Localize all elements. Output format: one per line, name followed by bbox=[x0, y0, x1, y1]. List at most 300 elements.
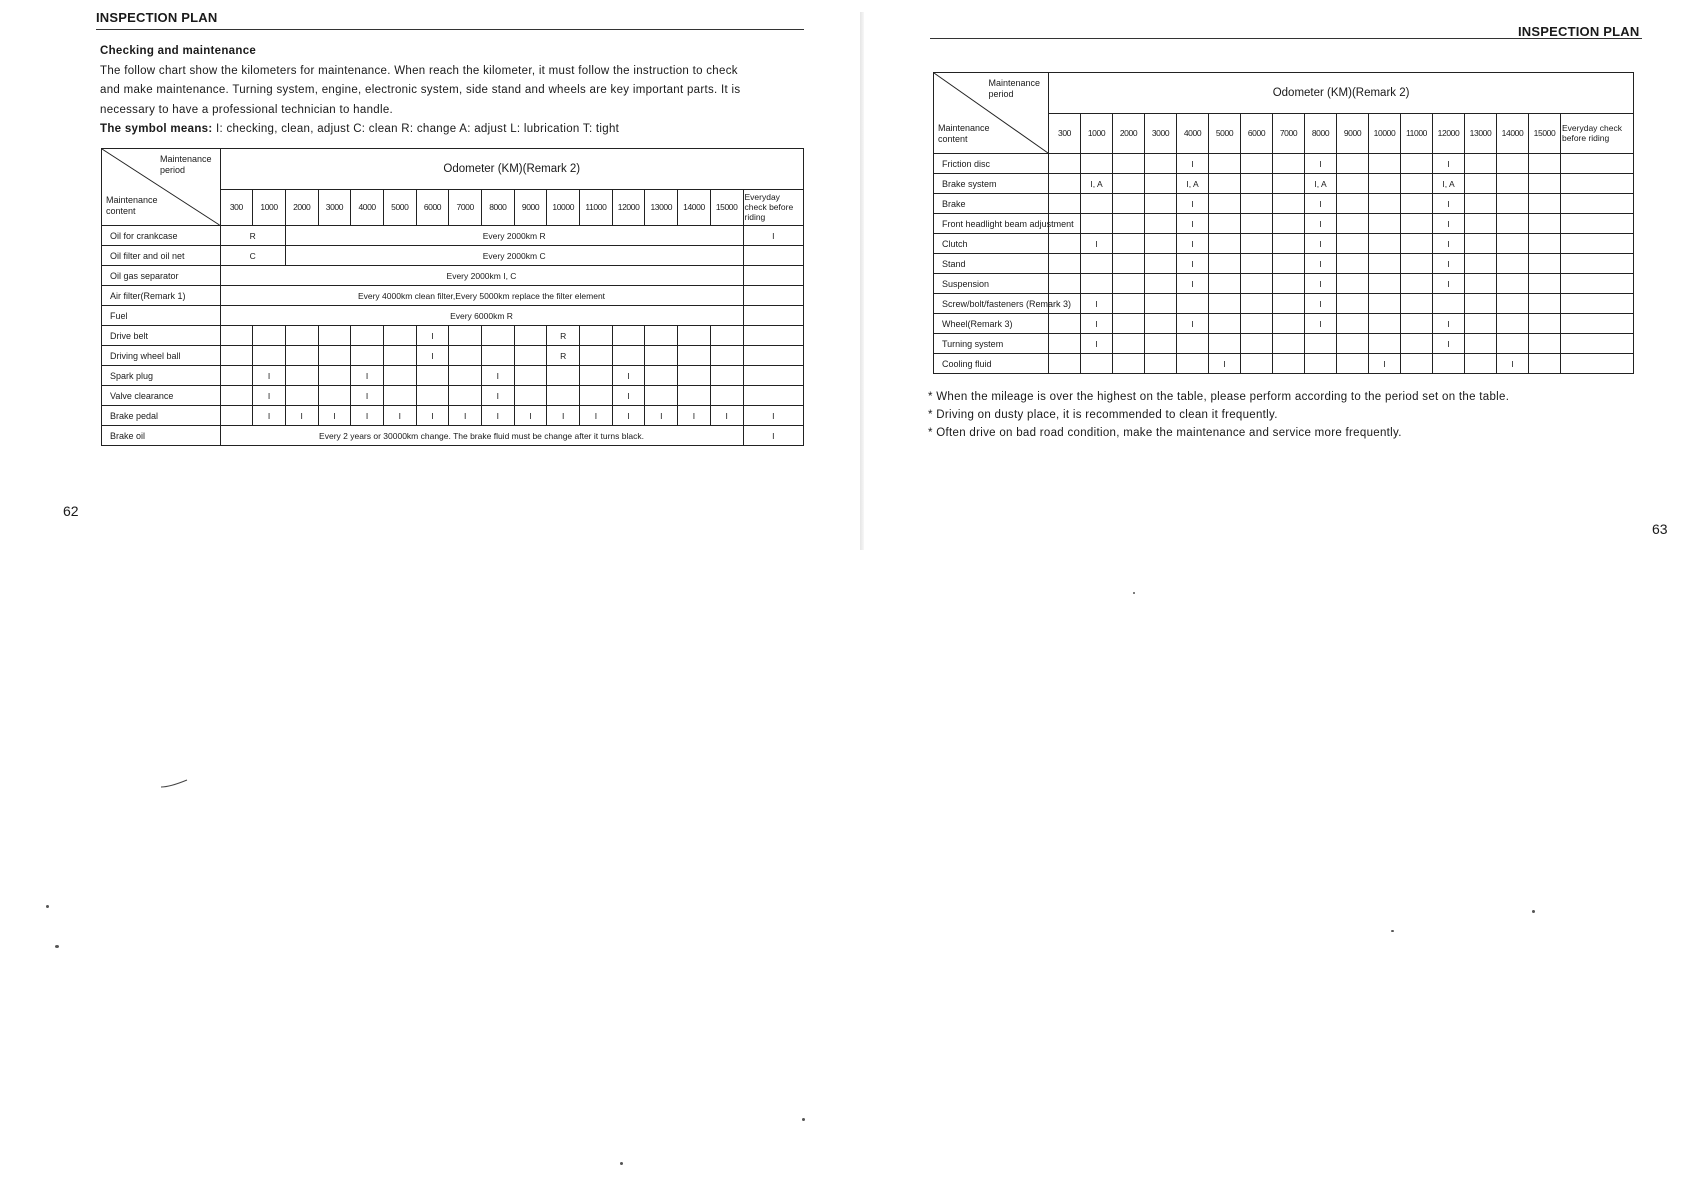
km-column-header: 13000 bbox=[1465, 113, 1497, 154]
km-column-header: 4000 bbox=[351, 189, 384, 225]
schedule-cell bbox=[383, 346, 416, 366]
schedule-cell bbox=[1145, 154, 1177, 174]
schedule-cell: I bbox=[1305, 154, 1337, 174]
schedule-cell bbox=[1529, 174, 1561, 194]
schedule-cell bbox=[1529, 214, 1561, 234]
schedule-cell bbox=[285, 386, 318, 406]
schedule-cell bbox=[1401, 214, 1433, 234]
schedule-cell: I bbox=[1177, 154, 1209, 174]
schedule-cell: I bbox=[514, 406, 547, 426]
row-item-name: Suspension bbox=[934, 274, 1049, 294]
schedule-cell bbox=[612, 346, 645, 366]
schedule-cell bbox=[1145, 314, 1177, 334]
schedule-cell bbox=[1337, 314, 1369, 334]
schedule-cell: I bbox=[482, 386, 515, 406]
schedule-cell bbox=[1273, 254, 1305, 274]
odometer-header: Odometer (KM)(Remark 2) bbox=[220, 149, 804, 190]
schedule-cell bbox=[1145, 194, 1177, 214]
table-row bbox=[102, 246, 804, 266]
schedule-cell bbox=[482, 346, 515, 366]
everyday-cell bbox=[743, 266, 804, 286]
row-item-name: Brake bbox=[934, 194, 1049, 214]
schedule-cell bbox=[416, 366, 449, 386]
intro-text bbox=[100, 42, 800, 140]
schedule-cell: I, A bbox=[1433, 174, 1465, 194]
schedule-cell bbox=[1145, 334, 1177, 354]
schedule-cell bbox=[710, 326, 743, 346]
schedule-cell bbox=[1529, 314, 1561, 334]
schedule-cell: I bbox=[645, 406, 678, 426]
schedule-cell bbox=[1241, 154, 1273, 174]
schedule-cell: I bbox=[449, 406, 482, 426]
schedule-cell bbox=[1049, 314, 1081, 334]
schedule-cell: I bbox=[1177, 234, 1209, 254]
schedule-cell bbox=[1209, 274, 1241, 294]
schedule-cell bbox=[1465, 234, 1497, 254]
schedule-cell: I bbox=[1177, 194, 1209, 214]
intro-line-1: The follow chart show the kilometers for maintenance. When reach the kilometer, it must follow the instruction to check bbox=[100, 64, 738, 77]
schedule-cell bbox=[1401, 254, 1433, 274]
schedule-cell bbox=[514, 346, 547, 366]
schedule-cell bbox=[1465, 294, 1497, 314]
schedule-cell: I bbox=[612, 366, 645, 386]
note-2: * Driving on dusty place, it is recommended to clean it frequently. bbox=[928, 409, 1278, 421]
scan-speck bbox=[1532, 910, 1535, 913]
row-item-name: Fuel bbox=[102, 306, 221, 326]
everyday-cell bbox=[743, 346, 804, 366]
schedule-cell bbox=[1497, 254, 1529, 274]
everyday-cell bbox=[743, 306, 804, 326]
km-column-header: 6000 bbox=[1241, 113, 1273, 154]
schedule-cell bbox=[1049, 174, 1081, 194]
schedule-cell bbox=[547, 366, 580, 386]
schedule-cell bbox=[1113, 254, 1145, 274]
schedule-cell bbox=[1337, 174, 1369, 194]
row-item-name: Brake system bbox=[934, 174, 1049, 194]
schedule-cell: I bbox=[416, 326, 449, 346]
schedule-cell bbox=[220, 366, 253, 386]
schedule-cell bbox=[449, 326, 482, 346]
schedule-cell bbox=[220, 346, 253, 366]
km-column-header: 2000 bbox=[285, 189, 318, 225]
schedule-cell bbox=[1369, 214, 1401, 234]
schedule-cell: I, A bbox=[1177, 174, 1209, 194]
schedule-cell bbox=[710, 366, 743, 386]
schedule-cell: I, A bbox=[1081, 174, 1113, 194]
corner-content-label: Maintenance content bbox=[938, 123, 990, 144]
schedule-cell: I bbox=[1177, 254, 1209, 274]
schedule-cell bbox=[580, 386, 613, 406]
schedule-cell bbox=[1497, 234, 1529, 254]
km-column-header: 10000 bbox=[1369, 113, 1401, 154]
schedule-cell: I, A bbox=[1305, 174, 1337, 194]
schedule-cell bbox=[1209, 194, 1241, 214]
schedule-cell bbox=[416, 386, 449, 406]
schedule-cell: I bbox=[416, 406, 449, 426]
schedule-cell bbox=[514, 326, 547, 346]
everyday-cell bbox=[743, 366, 804, 386]
schedule-cell bbox=[1497, 334, 1529, 354]
schedule-cell bbox=[1465, 214, 1497, 234]
row-item-name: Brake pedal bbox=[102, 406, 221, 426]
schedule-cell bbox=[1241, 194, 1273, 214]
schedule-cell bbox=[1401, 354, 1433, 374]
schedule-cell bbox=[1081, 274, 1113, 294]
schedule-cell bbox=[580, 346, 613, 366]
schedule-cell bbox=[318, 326, 351, 346]
table-row bbox=[934, 274, 1634, 294]
schedule-cell: I bbox=[1081, 294, 1113, 314]
schedule-cell bbox=[1145, 274, 1177, 294]
schedule-cell bbox=[1273, 334, 1305, 354]
schedule-cell bbox=[1209, 214, 1241, 234]
schedule-cell: R bbox=[547, 326, 580, 346]
schedule-cell: I bbox=[547, 406, 580, 426]
table-row bbox=[934, 194, 1634, 214]
schedule-cell: I bbox=[482, 366, 515, 386]
row-item-name: Oil filter and oil net bbox=[102, 246, 221, 266]
schedule-cell bbox=[1049, 354, 1081, 374]
schedule-cell bbox=[1465, 334, 1497, 354]
schedule-cell bbox=[253, 346, 286, 366]
schedule-cell bbox=[1401, 174, 1433, 194]
schedule-cell: I bbox=[612, 406, 645, 426]
km-column-header: 1000 bbox=[1081, 113, 1113, 154]
schedule-cell bbox=[1273, 274, 1305, 294]
schedule-cell bbox=[220, 386, 253, 406]
km-column-header: 3000 bbox=[318, 189, 351, 225]
km-column-header: 5000 bbox=[1209, 113, 1241, 154]
schedule-cell bbox=[1369, 234, 1401, 254]
schedule-cell bbox=[1081, 254, 1113, 274]
schedule-cell bbox=[1465, 314, 1497, 334]
schedule-cell bbox=[1113, 174, 1145, 194]
right-header-rule bbox=[930, 38, 1642, 39]
schedule-cell bbox=[678, 366, 711, 386]
schedule-cell bbox=[1241, 314, 1273, 334]
schedule-cell bbox=[1497, 194, 1529, 214]
km-column-header: 9000 bbox=[514, 189, 547, 225]
schedule-cell bbox=[1433, 294, 1465, 314]
schedule-cell bbox=[514, 386, 547, 406]
schedule-cell bbox=[645, 346, 678, 366]
schedule-cell bbox=[1241, 274, 1273, 294]
schedule-cell: I bbox=[253, 406, 286, 426]
table-row bbox=[934, 234, 1634, 254]
schedule-cell bbox=[1209, 334, 1241, 354]
schedule-cell bbox=[1401, 234, 1433, 254]
schedule-cell: I bbox=[1177, 314, 1209, 334]
schedule-cell bbox=[1273, 294, 1305, 314]
schedule-cell bbox=[1529, 354, 1561, 374]
everyday-cell bbox=[1561, 254, 1634, 274]
schedule-cell: I bbox=[1305, 254, 1337, 274]
everyday-cell bbox=[743, 286, 804, 306]
table-row bbox=[102, 326, 804, 346]
schedule-cell bbox=[1465, 354, 1497, 374]
schedule-cell bbox=[1049, 194, 1081, 214]
table-corner-header bbox=[934, 73, 1048, 153]
km-column-header: 11000 bbox=[580, 189, 613, 225]
everyday-cell: I bbox=[743, 426, 804, 446]
km-column-header: 6000 bbox=[416, 189, 449, 225]
row-item-name: Valve clearance bbox=[102, 386, 221, 406]
schedule-cell: I bbox=[1305, 294, 1337, 314]
schedule-cell: I bbox=[1369, 354, 1401, 374]
schedule-cell bbox=[1497, 314, 1529, 334]
schedule-cell bbox=[1145, 294, 1177, 314]
corner-period-label: Maintenance period bbox=[159, 154, 212, 175]
schedule-cell bbox=[1369, 254, 1401, 274]
schedule-cell bbox=[1049, 274, 1081, 294]
table-row bbox=[102, 426, 804, 446]
km-column-header: 4000 bbox=[1177, 113, 1209, 154]
table-row bbox=[102, 266, 804, 286]
schedule-cell bbox=[1113, 314, 1145, 334]
row-item-name: Clutch bbox=[934, 234, 1049, 254]
schedule-cell: I bbox=[1305, 274, 1337, 294]
span-cell: Every 2000km R bbox=[285, 226, 743, 246]
schedule-cell bbox=[1369, 294, 1401, 314]
schedule-cell: I bbox=[1433, 214, 1465, 234]
schedule-cell bbox=[645, 386, 678, 406]
schedule-cell bbox=[1145, 234, 1177, 254]
left-inspection-table bbox=[101, 148, 804, 446]
km-column-header: 5000 bbox=[383, 189, 416, 225]
everyday-cell bbox=[1561, 314, 1634, 334]
corner-period-label: Maintenance period bbox=[988, 78, 1040, 99]
schedule-cell bbox=[1273, 194, 1305, 214]
schedule-cell bbox=[1241, 214, 1273, 234]
schedule-cell bbox=[285, 326, 318, 346]
schedule-cell bbox=[1529, 154, 1561, 174]
schedule-cell bbox=[318, 386, 351, 406]
schedule-cell bbox=[1145, 174, 1177, 194]
schedule-cell: I bbox=[1305, 194, 1337, 214]
schedule-cell bbox=[1369, 274, 1401, 294]
schedule-cell: I bbox=[1433, 194, 1465, 214]
schedule-cell: I bbox=[1305, 314, 1337, 334]
km-column-header: 11000 bbox=[1401, 113, 1433, 154]
schedule-cell: I bbox=[612, 386, 645, 406]
schedule-cell bbox=[351, 346, 384, 366]
scan-speck bbox=[802, 1118, 805, 1121]
schedule-cell bbox=[1273, 314, 1305, 334]
km-column-header: 7000 bbox=[1273, 113, 1305, 154]
schedule-cell: I bbox=[416, 346, 449, 366]
schedule-cell: I bbox=[580, 406, 613, 426]
km-column-header: 15000 bbox=[710, 189, 743, 225]
km-column-header: 8000 bbox=[1305, 113, 1337, 154]
schedule-cell bbox=[1209, 314, 1241, 334]
page-gutter bbox=[860, 12, 864, 550]
everyday-cell bbox=[1561, 214, 1634, 234]
everyday-cell bbox=[743, 246, 804, 266]
schedule-cell bbox=[1305, 354, 1337, 374]
schedule-cell bbox=[285, 366, 318, 386]
everyday-cell bbox=[743, 326, 804, 346]
span-cell: Every 2000km C bbox=[285, 246, 743, 266]
schedule-cell bbox=[1145, 254, 1177, 274]
table-row bbox=[934, 334, 1634, 354]
everyday-header: Everyday check before riding bbox=[743, 189, 804, 225]
schedule-cell bbox=[1209, 154, 1241, 174]
schedule-cell: I bbox=[1081, 234, 1113, 254]
schedule-cell bbox=[1177, 354, 1209, 374]
schedule-cell bbox=[710, 346, 743, 366]
everyday-cell bbox=[1561, 154, 1634, 174]
km-column-header: 15000 bbox=[1529, 113, 1561, 154]
left-page-number: 62 bbox=[63, 503, 79, 519]
schedule-cell: I bbox=[1305, 234, 1337, 254]
schedule-cell bbox=[1113, 294, 1145, 314]
scan-speck bbox=[1133, 592, 1135, 594]
km-column-header: 1000 bbox=[253, 189, 286, 225]
left-page-header: INSPECTION PLAN bbox=[96, 10, 218, 25]
schedule-cell bbox=[678, 326, 711, 346]
row-item-name: Drive belt bbox=[102, 326, 221, 346]
table-row bbox=[934, 354, 1634, 374]
row-item-name: Driving wheel ball bbox=[102, 346, 221, 366]
schedule-cell bbox=[1529, 334, 1561, 354]
table-row bbox=[102, 306, 804, 326]
scan-speck bbox=[55, 945, 59, 948]
schedule-cell bbox=[1241, 334, 1273, 354]
schedule-cell: I bbox=[253, 366, 286, 386]
right-inspection-table bbox=[933, 72, 1634, 374]
schedule-cell bbox=[710, 386, 743, 406]
schedule-cell bbox=[1305, 334, 1337, 354]
km-column-header: 300 bbox=[220, 189, 253, 225]
span-cell: Every 6000km R bbox=[220, 306, 743, 326]
schedule-cell bbox=[1113, 194, 1145, 214]
schedule-cell bbox=[220, 406, 253, 426]
schedule-cell bbox=[1337, 334, 1369, 354]
schedule-cell bbox=[1177, 334, 1209, 354]
schedule-cell: I bbox=[1433, 234, 1465, 254]
row-item-name: Screw/bolt/fasteners (Remark 3) bbox=[934, 294, 1049, 314]
symbol-legend-label: The symbol means: bbox=[100, 123, 213, 135]
schedule-cell bbox=[645, 326, 678, 346]
schedule-cell bbox=[1113, 154, 1145, 174]
everyday-cell: I bbox=[743, 406, 804, 426]
schedule-cell: I bbox=[1497, 354, 1529, 374]
row-item-name: Stand bbox=[934, 254, 1049, 274]
schedule-cell bbox=[253, 326, 286, 346]
schedule-cell bbox=[1081, 194, 1113, 214]
everyday-cell bbox=[1561, 274, 1634, 294]
schedule-cell: I bbox=[1433, 274, 1465, 294]
schedule-cell bbox=[580, 366, 613, 386]
schedule-cell bbox=[1209, 254, 1241, 274]
left-header-rule bbox=[96, 29, 804, 30]
table-row bbox=[934, 214, 1634, 234]
row-item-name: Front headlight beam adjustment bbox=[934, 214, 1049, 234]
schedule-cell: I bbox=[482, 406, 515, 426]
schedule-cell: I bbox=[678, 406, 711, 426]
schedule-cell bbox=[482, 326, 515, 346]
table-row bbox=[102, 386, 804, 406]
km-column-header: 14000 bbox=[678, 189, 711, 225]
schedule-cell bbox=[1273, 154, 1305, 174]
schedule-cell: I bbox=[351, 386, 384, 406]
schedule-cell bbox=[1113, 354, 1145, 374]
odometer-header: Odometer (KM)(Remark 2) bbox=[1049, 73, 1634, 114]
right-page-header: INSPECTION PLAN bbox=[1518, 24, 1640, 39]
everyday-cell bbox=[1561, 354, 1634, 374]
schedule-cell bbox=[1465, 274, 1497, 294]
schedule-cell: I bbox=[351, 366, 384, 386]
schedule-cell bbox=[514, 366, 547, 386]
km-column-header: 13000 bbox=[645, 189, 678, 225]
schedule-cell bbox=[1497, 214, 1529, 234]
schedule-cell bbox=[1401, 334, 1433, 354]
km-column-header: 14000 bbox=[1497, 113, 1529, 154]
schedule-cell: I bbox=[1433, 334, 1465, 354]
km-column-header: 12000 bbox=[612, 189, 645, 225]
row-item-name: Friction disc bbox=[934, 154, 1049, 174]
schedule-cell: I bbox=[710, 406, 743, 426]
schedule-cell bbox=[678, 386, 711, 406]
schedule-cell bbox=[1401, 294, 1433, 314]
schedule-cell: I bbox=[285, 406, 318, 426]
schedule-cell bbox=[1113, 214, 1145, 234]
schedule-cell bbox=[1337, 254, 1369, 274]
schedule-cell bbox=[1241, 354, 1273, 374]
schedule-cell bbox=[383, 386, 416, 406]
schedule-cell bbox=[318, 366, 351, 386]
span-cell: Every 2 years or 30000km change. The brake fluid must be change after it turns black. bbox=[220, 426, 743, 446]
schedule-cell: I bbox=[1177, 214, 1209, 234]
schedule-cell bbox=[1529, 194, 1561, 214]
schedule-cell bbox=[1529, 254, 1561, 274]
table-row bbox=[102, 406, 804, 426]
schedule-cell: I bbox=[253, 386, 286, 406]
schedule-cell bbox=[285, 346, 318, 366]
row-item-name: Oil for crankcase bbox=[102, 226, 221, 246]
schedule-cell bbox=[1529, 294, 1561, 314]
km-column-header: 7000 bbox=[449, 189, 482, 225]
row-item-name: Wheel(Remark 3) bbox=[934, 314, 1049, 334]
km-column-header: 10000 bbox=[547, 189, 580, 225]
schedule-cell bbox=[1465, 254, 1497, 274]
intro-line-2: and make maintenance. Turning system, engine, electronic system, side stand and wheels are key important parts. It is bbox=[100, 84, 741, 96]
everyday-cell bbox=[1561, 294, 1634, 314]
schedule-cell bbox=[1337, 294, 1369, 314]
scan-speck bbox=[46, 905, 49, 908]
schedule-cell bbox=[1273, 174, 1305, 194]
schedule-cell: I bbox=[318, 406, 351, 426]
row-item-name: Oil gas separator bbox=[102, 266, 221, 286]
symbol-legend bbox=[100, 120, 800, 140]
schedule-cell bbox=[1369, 314, 1401, 334]
row-item-name: Cooling fluid bbox=[934, 354, 1049, 374]
table-row bbox=[934, 174, 1634, 194]
schedule-cell bbox=[1529, 234, 1561, 254]
schedule-cell: I bbox=[1177, 274, 1209, 294]
scan-speck bbox=[620, 1162, 623, 1165]
schedule-cell bbox=[318, 346, 351, 366]
schedule-cell bbox=[1369, 174, 1401, 194]
schedule-cell bbox=[1113, 334, 1145, 354]
schedule-cell: I bbox=[1209, 354, 1241, 374]
schedule-cell bbox=[1497, 274, 1529, 294]
schedule-cell bbox=[547, 386, 580, 406]
schedule-cell bbox=[1049, 234, 1081, 254]
table-row bbox=[934, 154, 1634, 174]
schedule-cell bbox=[383, 326, 416, 346]
km-column-header: 9000 bbox=[1337, 113, 1369, 154]
